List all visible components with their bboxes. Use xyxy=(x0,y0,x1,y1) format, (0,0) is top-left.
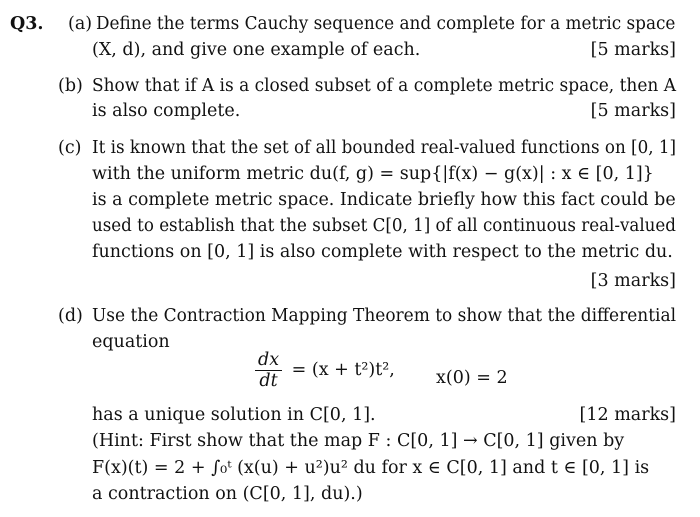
differential-equation xyxy=(255,350,395,391)
part-d-line-3: has a unique solution in C[0, 1]. xyxy=(92,405,376,425)
question-number: Q3. xyxy=(10,14,44,34)
part-b-label: (b) xyxy=(58,76,83,96)
part-c-line-1: It is known that the set of all bounded real-valued functions on [0, 1] xyxy=(92,138,677,158)
part-a-label: (a) xyxy=(68,14,93,34)
part-d-label: (d) xyxy=(58,306,83,326)
part-b-line-1: Show that if A is a closed subset of a complete metric space, then A xyxy=(92,76,676,96)
part-c-label: (c) xyxy=(58,138,82,158)
part-d-line-2: equation xyxy=(92,332,170,352)
part-c-line-5: functions on [0, 1] is also complete with respect to the metric du. xyxy=(92,242,673,262)
part-c-marks: [3 marks] xyxy=(590,271,676,291)
part-d-marks: [12 marks] xyxy=(579,405,676,425)
derivative-fraction xyxy=(255,350,282,391)
fraction-denominator: dt xyxy=(259,371,278,391)
initial-condition: x(0) = 2 xyxy=(436,368,508,388)
part-b-marks: [5 marks] xyxy=(590,101,676,121)
hint-line-2: F(x)(t) = 2 + ∫₀ᵗ (x(u) + u²)u² du for x ∈ C[0, 1] and t ∈ [0, 1] is xyxy=(92,458,650,478)
part-b-line-2: is also complete. xyxy=(92,101,241,121)
part-c-line-2: with the uniform metric du(f, g) = sup{|f(x) − g(x)| : x ∈ [0, 1]} xyxy=(92,164,654,184)
part-c-line-4: used to establish that the subset C[0, 1] of all continuous real-valued xyxy=(92,216,676,236)
part-a-line-1: Define the terms Cauchy sequence and complete for a metric space xyxy=(96,14,676,34)
part-a-marks: [5 marks] xyxy=(590,40,676,60)
part-d-line-1: Use the Contraction Mapping Theorem to show that the differential xyxy=(92,306,677,326)
hint-line-3: a contraction on (C[0, 1], du).) xyxy=(92,484,363,504)
fraction-numerator: dx xyxy=(255,350,282,371)
part-a-line-2: (X, d), and give one example of each. xyxy=(92,40,421,60)
equation-rhs: = (x + t²)t², xyxy=(291,360,395,380)
part-c-line-3: is a complete metric space. Indicate briefly how this fact could be xyxy=(92,190,676,210)
hint-line-1: (Hint: First show that the map F : C[0, 1] → C[0, 1] given by xyxy=(92,431,625,451)
